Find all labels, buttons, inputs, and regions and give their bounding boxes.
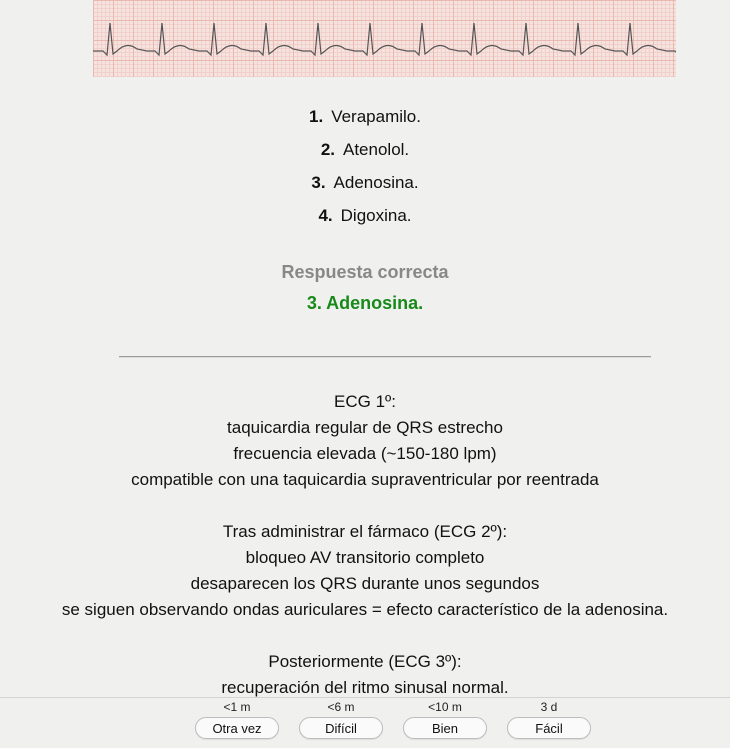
explanation-line: frecuencia elevada (~150-180 lpm) xyxy=(233,444,497,463)
hard-button[interactable]: Difícil xyxy=(299,717,383,739)
explanation-line: bloqueo AV transitorio completo xyxy=(245,548,485,567)
option-text: Verapamilo. xyxy=(331,107,421,126)
explanation-line: Tras administrar el fármaco (ECG 2º): xyxy=(222,522,508,541)
review-again-group xyxy=(193,700,281,739)
option-text: Adenosina. xyxy=(333,173,419,192)
option-number: 2. xyxy=(320,140,335,159)
explanation-line: taquicardia regular de QRS estrecho xyxy=(227,418,503,437)
option-text: Atenolol. xyxy=(343,140,410,159)
explanation-text xyxy=(0,390,730,702)
option-number: 4. xyxy=(318,206,333,225)
option-2 xyxy=(0,137,730,170)
interval-label: <10 m xyxy=(428,700,462,714)
ecg-trace xyxy=(93,0,676,77)
option-1 xyxy=(0,104,730,137)
review-easy-group xyxy=(505,700,593,739)
good-button[interactable]: Bien xyxy=(403,717,487,739)
review-good-group xyxy=(401,700,489,739)
ecg-strip-image xyxy=(93,0,676,77)
option-text: Digoxina. xyxy=(340,206,412,225)
explanation-line: ECG 1º: xyxy=(334,392,396,411)
interval-label: 3 d xyxy=(540,700,558,714)
explanation-line: desaparecen los QRS durante unos segundos xyxy=(190,574,540,593)
explanation-line: recuperación del ritmo sinusal normal. xyxy=(221,678,509,697)
explanation-line: se siguen observando ondas auriculares = efecto característico de la adenosina. xyxy=(61,600,669,619)
option-4 xyxy=(0,203,730,236)
option-number: 3. xyxy=(311,173,326,192)
divider xyxy=(119,356,651,358)
interval-label: <1 m xyxy=(223,700,251,714)
correct-answer-value: 3. Adenosina. xyxy=(306,293,424,313)
easy-button[interactable]: Fácil xyxy=(507,717,591,739)
option-3 xyxy=(0,170,730,203)
explanation-line: Posteriormente (ECG 3º): xyxy=(268,652,462,671)
answer-options xyxy=(0,104,730,236)
again-button[interactable]: Otra vez xyxy=(195,717,279,739)
interval-label: <6 m xyxy=(327,700,355,714)
review-bar xyxy=(0,697,730,748)
correct-answer-title: Respuesta correcta xyxy=(281,262,449,282)
explanation-line: compatible con una taquicardia supraventricular por reentrada xyxy=(131,470,599,489)
explanation-spacer xyxy=(0,624,730,650)
explanation-spacer xyxy=(0,494,730,520)
review-hard-group xyxy=(297,700,385,739)
option-number: 1. xyxy=(309,107,324,126)
